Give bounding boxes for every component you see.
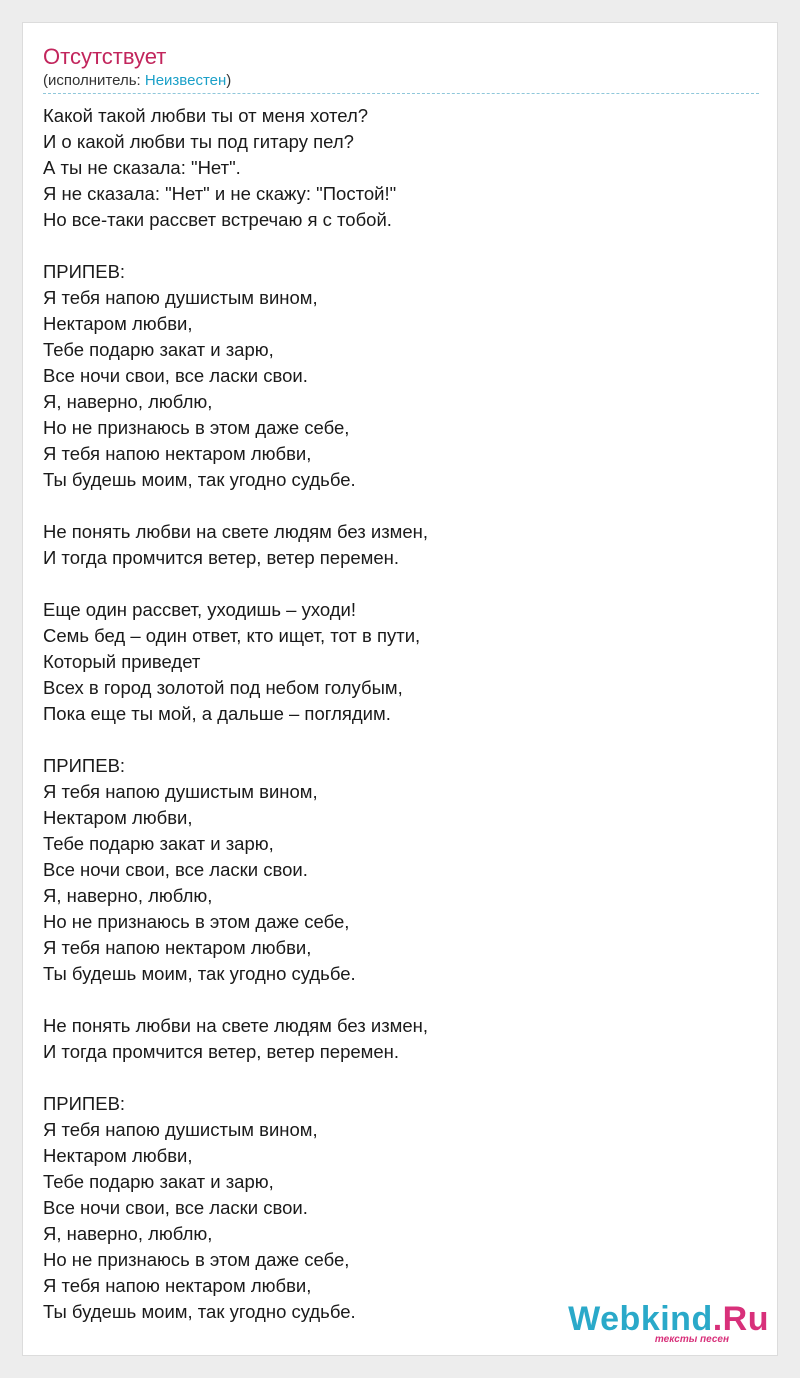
logo-tld: .Ru — [712, 1300, 769, 1338]
stanza-gap — [43, 987, 759, 1013]
artist-line — [43, 71, 231, 91]
lyric-line: Но все-таки рассвет встречаю я с тобой. — [43, 209, 392, 230]
logo-brand: Webkind — [568, 1300, 713, 1338]
lyrics-card — [22, 22, 778, 1356]
lyric-line: И тогда промчится ветер, ветер перемен. — [43, 547, 400, 568]
lyric-line: Нектаром любви, — [43, 807, 193, 828]
lyric-line: Я тебя напою душистым вином, — [43, 1119, 318, 1140]
lyric-line: Не понять любви на свете людям без измен, — [43, 521, 429, 542]
stanza-gap — [43, 493, 759, 519]
logo-tagline: тексты песен — [654, 1334, 729, 1345]
lyric-line: ПРИПЕВ: — [43, 261, 126, 282]
lyric-line: Я, наверно, люблю, — [43, 885, 213, 906]
lyric-line: Но не признаюсь в этом даже себе, — [43, 417, 350, 438]
lyric-line: Ты будешь моим, так угодно судьбе. — [43, 469, 356, 490]
lyric-line: Все ночи свои, все ласки свои. — [43, 365, 308, 386]
lyric-line: Ты будешь моим, так угодно судьбе. — [43, 1301, 356, 1322]
lyric-line: Я не сказала: "Нет" и не скажу: "Постой!" — [43, 183, 397, 204]
lyric-line: Который приведет — [43, 651, 201, 672]
lyric-line: Я тебя напою душистым вином, — [43, 781, 318, 802]
stanza-gap — [43, 233, 759, 259]
lyric-line: Не понять любви на свете людям без измен, — [43, 1015, 429, 1036]
lyric-line: Какой такой любви ты от меня хотел? — [43, 105, 369, 126]
stanza-gap — [43, 1065, 759, 1091]
lyric-line: Я, наверно, люблю, — [43, 391, 213, 412]
lyric-line: Но не признаюсь в этом даже себе, — [43, 1249, 350, 1270]
lyric-line: Но не признаюсь в этом даже себе, — [43, 911, 350, 932]
lyric-line: Ты будешь моим, так угодно судьбе. — [43, 963, 356, 984]
lyric-line: Все ночи свои, все ласки свои. — [43, 1197, 308, 1218]
lyric-line: Нектаром любви, — [43, 313, 193, 334]
lyrics-text — [43, 103, 759, 1325]
lyric-line: А ты не сказала: "Нет". — [43, 157, 241, 178]
lyric-line: Тебе подарю закат и зарю, — [43, 1171, 274, 1192]
lyric-line: Я, наверно, люблю, — [43, 1223, 213, 1244]
song-title: Отсутствует — [43, 44, 167, 69]
lyric-line: ПРИПЕВ: — [43, 1093, 126, 1114]
lyric-line: ПРИПЕВ: — [43, 755, 126, 776]
lyric-line: Я тебя напою нектаром любви, — [43, 1275, 312, 1296]
title-divider — [43, 93, 759, 94]
lyric-line: Я тебя напою нектаром любви, — [43, 443, 312, 464]
logo-wordmark — [568, 1302, 769, 1336]
stanza-gap — [43, 571, 759, 597]
lyric-line: И тогда промчится ветер, ветер перемен. — [43, 1041, 400, 1062]
lyric-line: Тебе подарю закат и зарю, — [43, 339, 274, 360]
lyric-line: Семь бед – один ответ, кто ищет, тот в пути, — [43, 625, 421, 646]
site-logo[interactable] — [568, 1302, 769, 1345]
lyric-line: Всех в город золотой под небом голубым, — [43, 677, 403, 698]
lyric-line: Еще один рассвет, уходишь – уходи! — [43, 599, 357, 620]
lyric-line: Я тебя напою нектаром любви, — [43, 937, 312, 958]
lyric-line: Нектаром любви, — [43, 1145, 193, 1166]
lyric-line: Пока еще ты мой, а дальше – поглядим. — [43, 703, 391, 724]
lyric-line: Я тебя напою душистым вином, — [43, 287, 318, 308]
lyric-line: Тебе подарю закат и зарю, — [43, 833, 274, 854]
stanza-gap — [43, 727, 759, 753]
artist-link[interactable]: Неизвестен — [144, 72, 227, 89]
artist-suffix: ) — [226, 72, 232, 89]
artist-prefix: (исполнитель: — [43, 72, 145, 89]
lyric-line: И о какой любви ты под гитару пел? — [43, 131, 354, 152]
lyric-line: Все ночи свои, все ласки свои. — [43, 859, 308, 880]
